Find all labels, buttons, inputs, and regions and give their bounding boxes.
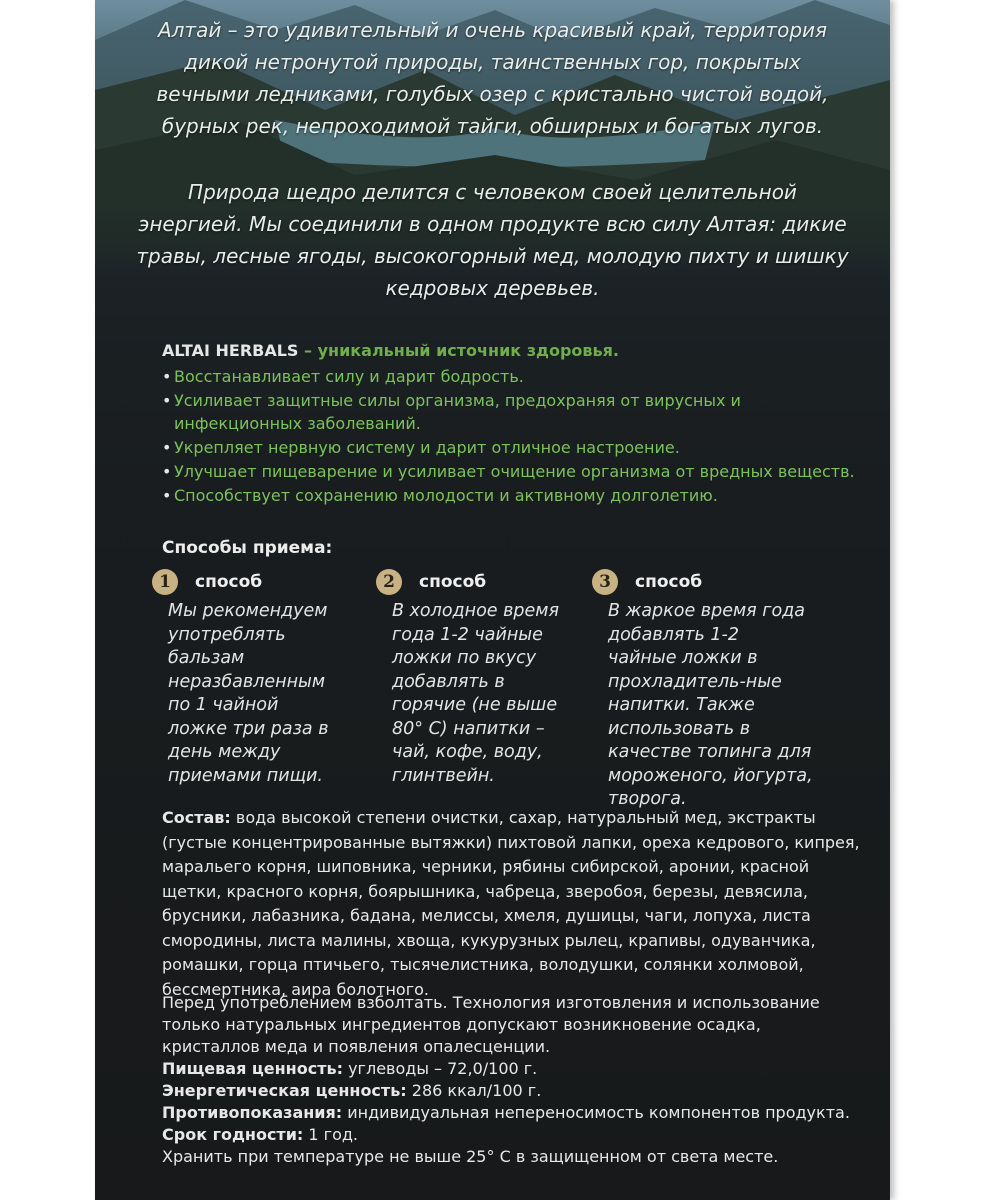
storage-line: Хранить при температуре не выше 25° С в защищенном от света месте. — [162, 1147, 779, 1166]
package-back-panel — [95, 0, 890, 1200]
methods-title: Способы приема: — [162, 538, 333, 558]
benefit-item: • Укрепляет нервную систему и дарит отличное настроение. — [162, 438, 680, 457]
method-label: способ — [419, 572, 487, 592]
shelf-life-line: Срок годности: 1 год. — [162, 1125, 359, 1144]
benefit-item: • Усиливает защитные силы организма, предохраняя от вирусных и инфекционных заболеваний. — [162, 391, 741, 433]
benefit-item: • Восстанавливает силу и дарит бодрость. — [162, 367, 524, 386]
method-description: Мы рекомендуем употреблять бальзам неразбавленным по 1 чайной ложке три раза в день между приемами пищи. — [168, 601, 329, 786]
brand-name: ALTAI HERBALS — [162, 341, 299, 360]
method-number-badge: 1 — [152, 569, 178, 595]
composition-label: Состав: — [162, 808, 231, 827]
intro-paragraph-1: Алтай – это удивительный и очень красивый край, территория дикой нетронутой природы, таинственных гор, покрытых вечными ледниками, голубых озер с кристально чистой водой, бурных рек, непроходимой тайги, обширных и богатых лугов. — [156, 18, 829, 138]
method-label: способ — [635, 572, 703, 592]
bullet-icon: • — [162, 438, 172, 457]
benefits-heading — [162, 338, 862, 364]
shake-note: Перед употреблением взболтать. Технология изготовления и использование только натуральных ингредиентов допускают возникновение осадка, кристаллов меда и появления опалесценции. — [162, 993, 820, 1056]
benefits-section — [162, 338, 862, 507]
method-1 — [152, 568, 367, 788]
method-number-badge: 2 — [376, 569, 402, 595]
bullet-icon: • — [162, 367, 172, 386]
method-description: В жаркое время года добавлять 1-2 чайные ложки в прохладитель-ные напитки. Также использовать в качестве топинга для мороженого, йогурта, творога. — [608, 601, 813, 809]
method-description: В холодное время года 1-2 чайные ложки по вкусу добавлять в горячие (не выше 80° С) напитки – чай, кофе, воду, глинтвейн. — [392, 601, 560, 786]
brand-tagline: – уникальный источник здоровья. — [298, 341, 619, 360]
nutrition-line: Пищевая ценность: углеводы – 72,0/100 г. — [162, 1059, 538, 1078]
method-label: способ — [195, 572, 263, 592]
benefit-item: • Улучшает пищеварение и усиливает очищение организма от вредных веществ. — [162, 462, 855, 481]
bullet-icon: • — [162, 391, 172, 410]
bullet-icon: • — [162, 486, 172, 505]
product-notes — [162, 992, 862, 1168]
bullet-icon: • — [162, 462, 172, 481]
contraindications-line: Противопоказания: индивидуальная непереносимость компонентов продукта. — [162, 1103, 850, 1122]
method-2 — [376, 568, 591, 788]
method-3 — [592, 568, 813, 812]
method-number-badge: 3 — [592, 569, 618, 595]
intro-paragraph-2: Природа щедро делится с человеком своей целительной энергией. Мы соединили в одном продукте всю силу Алтая: дикие травы, лесные ягоды, высокогорный мед, молодую пихту и шишку кедровых деревьев. — [136, 180, 849, 300]
energy-line: Энергетическая ценность: 286 ккал/100 г. — [162, 1081, 542, 1100]
benefit-item: • Способствует сохранению молодости и активному долголетию. — [162, 486, 718, 505]
composition-text: Состав: вода высокой степени очистки, сахар, натуральный мед, экстракты (густые концентрированные вытяжки) пихтовой лапки, ореха кедрового, кипрея, маральего корня, шиповника, черники, рябины сибирской, аронии, красной щетки, красного корня, боярышника, чабреца, зверобоя, березы, девясила, брусники, лабазника, бадана, мелиссы, хмеля, душицы, чаги, лопуха, листа смородины, листа малины, хвоща, кукурузных рылец, крапивы, одуванчика, ромашки, горца птичьего, тысячелистника, володушки, солянки холмовой, бессмертника, аира болотного. — [162, 808, 860, 999]
